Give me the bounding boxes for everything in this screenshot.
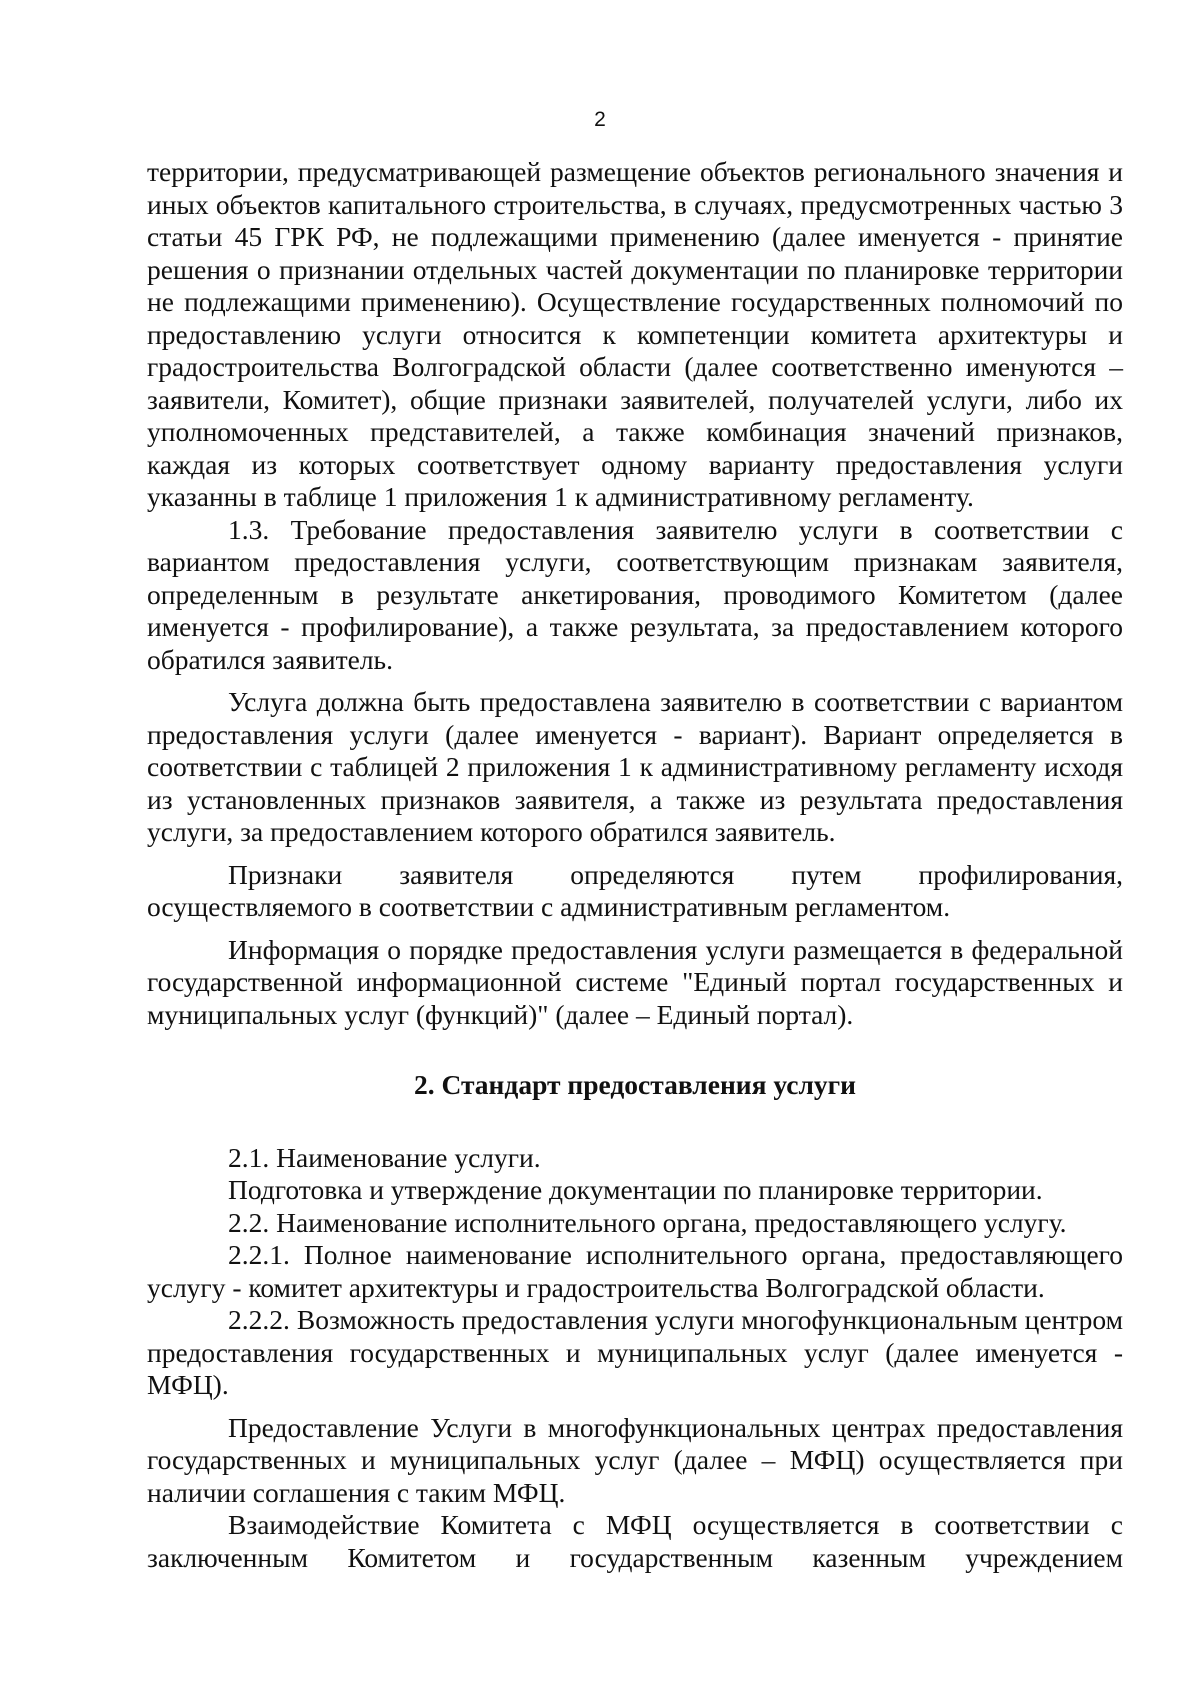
paragraph-service-variant: Услуга должна быть предоставлена заявителю в соответствии с вариантом предоставления услуги (далее именуется - вариант). Вариант определяется в соответствии с таблицей 2 приложения 1 к административному регламенту исходя из установленных признаков заявителя, а также из результата предоставления услуги, за предоставлением которого обратился заявитель.	[147, 686, 1123, 847]
paragraph-2-1: 2.1. Наименование услуги.	[228, 1141, 541, 1173]
paragraph-2-2: 2.2. Наименование исполнительного органа, предоставляющего услугу.	[228, 1206, 1067, 1238]
paragraph-unified-portal: Информация о порядке предоставления услуги размещается в федеральной государственной информационной системе "Единый портал государственных и муниципальных услуг (функций)" (далее – Единый портал).	[147, 933, 1123, 1030]
page-number: 2	[594, 108, 606, 131]
paragraph-2-2-2: 2.2.2. Возможность предоставления услуги многофункциональным центром предоставления государственных и муниципальных услуг (далее именуется - МФЦ).	[147, 1304, 1123, 1400]
paragraph-1-3-requirement: 1.3. Требование предоставления заявителю услуги в соответствии с вариантом предоставления услуги, соответствующим признакам заявителя, определенным в результате анкетирования, проводимого Комитетом (далее именуется - профилирование), а также результата, за предоставлением которого обратился заявитель.	[147, 513, 1123, 675]
paragraph-applicant-attributes: Признаки заявителя определяются путем профилирования, осуществляемого в соответствии с административным регламентом.	[147, 858, 1123, 922]
paragraph-2-2-1: 2.2.1. Полное наименование исполнительного органа, предоставляющего услугу - комитет архитектуры и градостроительства Волгоградской области.	[147, 1239, 1123, 1303]
section-heading-2: 2. Стандарт предоставления услуги	[413, 1069, 857, 1100]
paragraph-mfc-interaction: Взаимодействие Комитета с МФЦ осуществляется в соответствии с заключенным Комитетом и государственным казенным учреждением	[147, 1509, 1123, 1573]
paragraph-territory-decision: территории, предусматривающей размещение объектов регионального значения и иных объектов капитального строительства, в случаях, предусмотренных частью 3 статьи 45 ГРК РФ, не подлежащими применению (далее именуется - принятие решения о признании отдельных частей документации по планировке территории не подлежащими применению). Осуществление государственных полномочий по предоставлению услуги относится к компетенции комитета архитектуры и градостроительства Волгоградской области (далее соответственно именуются – заявители, Комитет), общие признаки заявителей, получателей услуги, либо их уполномоченных представителей, а также комбинация значений признаков, каждая из которых соответствует одному варианту предоставления услуги указанны в таблице 1 приложения 1 к административному регламенту.	[147, 156, 1123, 512]
document-body	[147, 156, 1123, 1574]
paragraph-mfc-agreement: Предоставление Услуги в многофункциональных центрах предоставления государственных и муниципальных услуг (далее – МФЦ) осуществляется при наличии соглашения с таким МФЦ.	[147, 1411, 1123, 1508]
paragraph-service-name: Подготовка и утверждение документации по планировке территории.	[228, 1174, 1043, 1205]
